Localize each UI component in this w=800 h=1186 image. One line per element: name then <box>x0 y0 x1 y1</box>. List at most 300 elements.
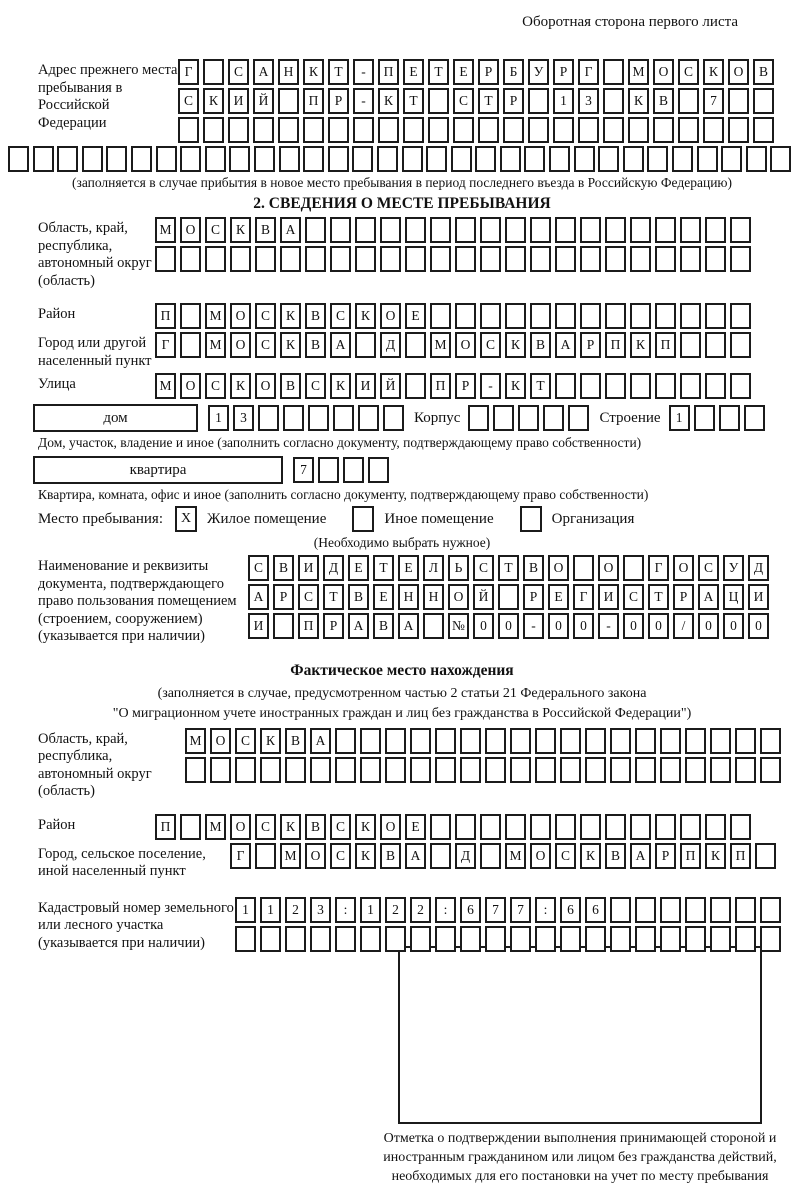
form-cell-empty[interactable] <box>524 146 545 172</box>
form-cell-filled[interactable]: 7 <box>510 897 531 923</box>
form-cell-filled[interactable]: Ц <box>723 584 744 610</box>
form-cell-empty[interactable] <box>660 926 681 952</box>
form-cell-empty[interactable] <box>278 117 299 143</box>
form-cell-filled[interactable]: Т <box>648 584 669 610</box>
form-cell-filled[interactable]: С <box>473 555 494 581</box>
form-cell-empty[interactable] <box>605 303 626 329</box>
form-cell-filled[interactable]: К <box>260 728 281 754</box>
form-cell-empty[interactable] <box>697 146 718 172</box>
form-cell-filled[interactable]: М <box>430 332 451 358</box>
form-cell-empty[interactable] <box>505 217 526 243</box>
form-cell-filled[interactable]: К <box>355 814 376 840</box>
form-cell-empty[interactable] <box>573 555 594 581</box>
form-cell-empty[interactable] <box>455 246 476 272</box>
form-cell-empty[interactable] <box>205 146 226 172</box>
form-cell-empty[interactable] <box>423 613 444 639</box>
form-cell-filled[interactable]: А <box>398 613 419 639</box>
form-cell-empty[interactable] <box>428 88 449 114</box>
form-cell-empty[interactable] <box>455 814 476 840</box>
form-cell-empty[interactable] <box>760 926 781 952</box>
form-cell-empty[interactable] <box>368 457 389 483</box>
form-cell-filled[interactable]: С <box>228 59 249 85</box>
form-cell-empty[interactable] <box>635 728 656 754</box>
form-cell-empty[interactable] <box>685 926 706 952</box>
form-cell-filled[interactable]: О <box>548 555 569 581</box>
form-cell-empty[interactable] <box>635 897 656 923</box>
form-cell-filled[interactable]: М <box>205 303 226 329</box>
form-cell-filled[interactable]: И <box>228 88 249 114</box>
form-cell-empty[interactable] <box>410 728 431 754</box>
form-cell-filled[interactable]: Е <box>405 303 426 329</box>
form-cell-empty[interactable] <box>285 926 306 952</box>
form-cell-filled[interactable]: Е <box>348 555 369 581</box>
form-cell-empty[interactable] <box>377 146 398 172</box>
form-cell-empty[interactable] <box>430 217 451 243</box>
form-cell-empty[interactable] <box>435 757 456 783</box>
form-cell-empty[interactable] <box>703 117 724 143</box>
form-cell-filled[interactable]: Д <box>323 555 344 581</box>
form-cell-empty[interactable] <box>685 757 706 783</box>
form-cell-filled[interactable]: 7 <box>485 897 506 923</box>
form-cell-filled[interactable]: М <box>505 843 526 869</box>
form-cell-filled[interactable]: О <box>448 584 469 610</box>
form-cell-filled[interactable]: К <box>303 59 324 85</box>
form-cell-empty[interactable] <box>528 88 549 114</box>
form-cell-empty[interactable] <box>378 117 399 143</box>
form-cell-filled[interactable]: К <box>705 843 726 869</box>
form-cell-empty[interactable] <box>705 303 726 329</box>
form-cell-filled[interactable]: 0 <box>623 613 644 639</box>
form-cell-empty[interactable] <box>360 926 381 952</box>
form-cell-empty[interactable] <box>680 217 701 243</box>
form-cell-empty[interactable] <box>333 405 354 431</box>
form-cell-empty[interactable] <box>705 373 726 399</box>
form-cell-empty[interactable] <box>335 926 356 952</box>
form-cell-filled[interactable]: П <box>680 843 701 869</box>
form-cell-empty[interactable] <box>760 897 781 923</box>
form-cell-filled[interactable]: А <box>310 728 331 754</box>
form-cell-empty[interactable] <box>680 332 701 358</box>
form-cell-empty[interactable] <box>403 117 424 143</box>
form-cell-filled[interactable]: Р <box>523 584 544 610</box>
form-cell-filled[interactable]: - <box>523 613 544 639</box>
checkbox-other-premises[interactable] <box>352 506 374 532</box>
form-cell-filled[interactable]: 1 <box>360 897 381 923</box>
form-cell-empty[interactable] <box>543 405 564 431</box>
form-cell-filled[interactable]: В <box>255 217 276 243</box>
form-cell-filled[interactable]: Т <box>403 88 424 114</box>
form-cell-filled[interactable]: Д <box>380 332 401 358</box>
form-cell-empty[interactable] <box>735 897 756 923</box>
form-cell-empty[interactable] <box>205 246 226 272</box>
form-cell-filled[interactable]: О <box>230 332 251 358</box>
form-cell-empty[interactable] <box>180 332 201 358</box>
form-cell-empty[interactable] <box>260 926 281 952</box>
form-cell-empty[interactable] <box>680 246 701 272</box>
form-cell-empty[interactable] <box>385 757 406 783</box>
form-cell-filled[interactable]: Й <box>253 88 274 114</box>
form-cell-empty[interactable] <box>535 757 556 783</box>
form-cell-filled[interactable]: К <box>280 332 301 358</box>
form-cell-empty[interactable] <box>655 303 676 329</box>
form-cell-filled[interactable]: - <box>480 373 501 399</box>
form-cell-empty[interactable] <box>330 246 351 272</box>
form-cell-filled[interactable]: 2 <box>385 897 406 923</box>
form-cell-filled[interactable]: К <box>355 303 376 329</box>
form-cell-filled[interactable]: 2 <box>285 897 306 923</box>
form-cell-empty[interactable] <box>210 757 231 783</box>
form-cell-empty[interactable] <box>580 246 601 272</box>
form-cell-empty[interactable] <box>530 246 551 272</box>
form-cell-empty[interactable] <box>730 246 751 272</box>
form-cell-empty[interactable] <box>485 728 506 754</box>
form-cell-empty[interactable] <box>678 117 699 143</box>
form-cell-filled[interactable]: 0 <box>573 613 594 639</box>
form-cell-empty[interactable] <box>283 405 304 431</box>
form-cell-filled[interactable]: А <box>348 613 369 639</box>
form-cell-empty[interactable] <box>510 926 531 952</box>
form-cell-empty[interactable] <box>560 926 581 952</box>
form-cell-filled[interactable]: К <box>355 843 376 869</box>
form-cell-empty[interactable] <box>735 757 756 783</box>
form-cell-empty[interactable] <box>630 246 651 272</box>
form-cell-filled[interactable]: А <box>405 843 426 869</box>
form-cell-filled[interactable]: 3 <box>578 88 599 114</box>
form-cell-empty[interactable] <box>553 117 574 143</box>
form-cell-filled[interactable]: Е <box>398 555 419 581</box>
form-cell-filled[interactable]: 0 <box>498 613 519 639</box>
form-cell-empty[interactable] <box>580 814 601 840</box>
form-cell-empty[interactable] <box>647 146 668 172</box>
form-cell-empty[interactable] <box>585 728 606 754</box>
form-cell-filled[interactable]: - <box>598 613 619 639</box>
form-cell-filled[interactable]: С <box>235 728 256 754</box>
form-cell-empty[interactable] <box>610 757 631 783</box>
form-cell-filled[interactable]: П <box>303 88 324 114</box>
form-cell-empty[interactable] <box>605 373 626 399</box>
form-cell-empty[interactable] <box>305 246 326 272</box>
form-cell-empty[interactable] <box>635 926 656 952</box>
form-cell-filled[interactable]: А <box>330 332 351 358</box>
form-cell-filled[interactable]: Н <box>423 584 444 610</box>
form-cell-filled[interactable]: С <box>255 303 276 329</box>
form-cell-empty[interactable] <box>623 555 644 581</box>
form-cell-filled[interactable]: С <box>555 843 576 869</box>
form-cell-empty[interactable] <box>685 897 706 923</box>
form-cell-filled[interactable]: М <box>205 332 226 358</box>
form-cell-filled[interactable]: Г <box>578 59 599 85</box>
form-cell-empty[interactable] <box>426 146 447 172</box>
form-cell-filled[interactable]: М <box>628 59 649 85</box>
form-cell-filled[interactable]: В <box>380 843 401 869</box>
form-cell-filled[interactable]: С <box>678 59 699 85</box>
form-cell-filled[interactable]: 7 <box>703 88 724 114</box>
form-cell-filled[interactable]: О <box>180 373 201 399</box>
form-cell-empty[interactable] <box>410 926 431 952</box>
form-cell-empty[interactable] <box>405 373 426 399</box>
form-cell-empty[interactable] <box>610 897 631 923</box>
form-cell-filled[interactable]: Р <box>323 613 344 639</box>
form-cell-empty[interactable] <box>335 728 356 754</box>
form-cell-empty[interactable] <box>280 246 301 272</box>
form-cell-filled[interactable]: : <box>435 897 456 923</box>
form-cell-filled[interactable]: № <box>448 613 469 639</box>
form-cell-filled[interactable]: / <box>673 613 694 639</box>
form-cell-empty[interactable] <box>328 146 349 172</box>
form-cell-filled[interactable]: И <box>598 584 619 610</box>
form-cell-filled[interactable]: Т <box>323 584 344 610</box>
form-cell-filled[interactable]: 6 <box>460 897 481 923</box>
form-cell-empty[interactable] <box>254 146 275 172</box>
form-cell-empty[interactable] <box>358 405 379 431</box>
form-cell-filled[interactable]: С <box>255 332 276 358</box>
form-cell-filled[interactable]: О <box>380 303 401 329</box>
form-cell-filled[interactable]: Е <box>453 59 474 85</box>
form-cell-empty[interactable] <box>229 146 250 172</box>
form-cell-empty[interactable] <box>480 217 501 243</box>
form-cell-empty[interactable] <box>585 926 606 952</box>
form-cell-filled[interactable]: Р <box>553 59 574 85</box>
form-cell-filled[interactable]: С <box>248 555 269 581</box>
form-cell-filled[interactable]: К <box>703 59 724 85</box>
form-cell-empty[interactable] <box>730 332 751 358</box>
form-cell-filled[interactable]: 6 <box>560 897 581 923</box>
form-cell-empty[interactable] <box>655 373 676 399</box>
form-cell-empty[interactable] <box>535 926 556 952</box>
form-cell-filled[interactable]: А <box>280 217 301 243</box>
form-cell-empty[interactable] <box>535 728 556 754</box>
form-cell-filled[interactable]: Р <box>655 843 676 869</box>
form-cell-empty[interactable] <box>710 728 731 754</box>
form-cell-filled[interactable]: И <box>248 613 269 639</box>
form-cell-filled[interactable]: 0 <box>648 613 669 639</box>
form-cell-empty[interactable] <box>180 303 201 329</box>
form-cell-filled[interactable]: 0 <box>723 613 744 639</box>
form-cell-filled[interactable]: К <box>230 217 251 243</box>
form-cell-empty[interactable] <box>568 405 589 431</box>
form-cell-filled[interactable]: А <box>555 332 576 358</box>
form-cell-empty[interactable] <box>310 757 331 783</box>
form-cell-empty[interactable] <box>258 405 279 431</box>
form-cell-empty[interactable] <box>660 728 681 754</box>
form-cell-filled[interactable]: В <box>753 59 774 85</box>
form-cell-filled[interactable]: У <box>528 59 549 85</box>
form-cell-filled[interactable]: В <box>280 373 301 399</box>
form-cell-empty[interactable] <box>305 217 326 243</box>
form-cell-empty[interactable] <box>555 373 576 399</box>
form-cell-filled[interactable]: О <box>230 303 251 329</box>
form-cell-empty[interactable] <box>253 117 274 143</box>
form-cell-filled[interactable]: Е <box>405 814 426 840</box>
form-cell-empty[interactable] <box>560 757 581 783</box>
form-cell-empty[interactable] <box>303 146 324 172</box>
form-cell-empty[interactable] <box>503 117 524 143</box>
form-cell-filled[interactable]: 0 <box>748 613 769 639</box>
form-cell-empty[interactable] <box>255 843 276 869</box>
form-cell-empty[interactable] <box>380 217 401 243</box>
form-cell-filled[interactable]: П <box>298 613 319 639</box>
form-cell-empty[interactable] <box>155 246 176 272</box>
form-cell-empty[interactable] <box>705 814 726 840</box>
form-cell-filled[interactable]: П <box>655 332 676 358</box>
form-cell-filled[interactable]: С <box>205 217 226 243</box>
form-cell-filled[interactable]: К <box>505 332 526 358</box>
form-cell-filled[interactable]: А <box>630 843 651 869</box>
form-cell-empty[interactable] <box>328 117 349 143</box>
form-cell-empty[interactable] <box>730 303 751 329</box>
form-cell-filled[interactable]: К <box>280 814 301 840</box>
form-cell-empty[interactable] <box>655 814 676 840</box>
form-cell-empty[interactable] <box>355 332 376 358</box>
form-cell-filled[interactable]: В <box>273 555 294 581</box>
form-cell-filled[interactable]: С <box>330 814 351 840</box>
form-cell-filled[interactable]: П <box>730 843 751 869</box>
form-cell-filled[interactable]: У <box>723 555 744 581</box>
form-cell-filled[interactable]: О <box>305 843 326 869</box>
form-cell-empty[interactable] <box>33 146 54 172</box>
form-cell-filled[interactable]: М <box>155 217 176 243</box>
form-cell-filled[interactable]: С <box>330 843 351 869</box>
form-cell-filled[interactable]: К <box>378 88 399 114</box>
form-cell-empty[interactable] <box>430 814 451 840</box>
form-cell-filled[interactable]: А <box>248 584 269 610</box>
form-cell-filled[interactable]: - <box>353 88 374 114</box>
form-cell-empty[interactable] <box>744 405 765 431</box>
form-cell-empty[interactable] <box>355 217 376 243</box>
form-cell-empty[interactable] <box>498 584 519 610</box>
form-cell-filled[interactable]: С <box>298 584 319 610</box>
form-cell-filled[interactable]: О <box>380 814 401 840</box>
form-cell-empty[interactable] <box>660 897 681 923</box>
form-cell-empty[interactable] <box>630 303 651 329</box>
form-cell-filled[interactable]: П <box>430 373 451 399</box>
form-cell-filled[interactable]: : <box>535 897 556 923</box>
form-cell-empty[interactable] <box>603 117 624 143</box>
form-cell-filled[interactable]: Й <box>380 373 401 399</box>
form-cell-empty[interactable] <box>735 926 756 952</box>
form-cell-filled[interactable]: Е <box>548 584 569 610</box>
form-cell-empty[interactable] <box>303 117 324 143</box>
form-cell-filled[interactable]: П <box>155 303 176 329</box>
form-cell-empty[interactable] <box>555 303 576 329</box>
form-cell-empty[interactable] <box>360 757 381 783</box>
form-cell-empty[interactable] <box>480 843 501 869</box>
form-cell-empty[interactable] <box>455 303 476 329</box>
form-cell-filled[interactable]: О <box>455 332 476 358</box>
form-cell-empty[interactable] <box>721 146 742 172</box>
form-cell-filled[interactable]: В <box>605 843 626 869</box>
checkbox-residential[interactable]: X <box>175 506 197 532</box>
form-cell-filled[interactable]: Р <box>455 373 476 399</box>
form-cell-filled[interactable]: И <box>748 584 769 610</box>
form-cell-empty[interactable] <box>585 757 606 783</box>
form-cell-filled[interactable]: А <box>698 584 719 610</box>
form-cell-empty[interactable] <box>405 217 426 243</box>
form-cell-empty[interactable] <box>605 217 626 243</box>
form-cell-empty[interactable] <box>555 217 576 243</box>
form-cell-filled[interactable]: В <box>305 332 326 358</box>
form-cell-filled[interactable]: К <box>280 303 301 329</box>
form-cell-empty[interactable] <box>694 405 715 431</box>
form-cell-filled[interactable]: Ь <box>448 555 469 581</box>
form-cell-empty[interactable] <box>405 332 426 358</box>
form-cell-empty[interactable] <box>435 728 456 754</box>
form-cell-empty[interactable] <box>480 246 501 272</box>
form-cell-empty[interactable] <box>628 117 649 143</box>
form-cell-filled[interactable]: К <box>628 88 649 114</box>
form-cell-empty[interactable] <box>578 117 599 143</box>
form-cell-filled[interactable]: С <box>453 88 474 114</box>
form-cell-empty[interactable] <box>623 146 644 172</box>
form-cell-filled[interactable]: Г <box>573 584 594 610</box>
form-cell-empty[interactable] <box>478 117 499 143</box>
form-cell-empty[interactable] <box>710 926 731 952</box>
form-cell-empty[interactable] <box>680 373 701 399</box>
form-cell-empty[interactable] <box>760 757 781 783</box>
form-cell-filled[interactable]: О <box>180 217 201 243</box>
form-cell-empty[interactable] <box>318 457 339 483</box>
form-cell-filled[interactable]: И <box>355 373 376 399</box>
form-cell-filled[interactable]: Т <box>373 555 394 581</box>
form-cell-filled[interactable]: Т <box>530 373 551 399</box>
form-cell-empty[interactable] <box>353 117 374 143</box>
form-cell-filled[interactable]: 1 <box>553 88 574 114</box>
form-cell-empty[interactable] <box>500 146 521 172</box>
form-cell-empty[interactable] <box>685 728 706 754</box>
form-cell-empty[interactable] <box>279 146 300 172</box>
form-cell-empty[interactable] <box>352 146 373 172</box>
form-cell-empty[interactable] <box>235 926 256 952</box>
form-cell-empty[interactable] <box>385 728 406 754</box>
form-cell-filled[interactable]: К <box>505 373 526 399</box>
form-cell-filled[interactable]: Д <box>748 555 769 581</box>
form-cell-empty[interactable] <box>518 405 539 431</box>
form-cell-filled[interactable]: М <box>155 373 176 399</box>
form-cell-empty[interactable] <box>402 146 423 172</box>
form-cell-filled[interactable]: Р <box>328 88 349 114</box>
form-cell-filled[interactable]: Н <box>398 584 419 610</box>
form-cell-filled[interactable]: Т <box>498 555 519 581</box>
form-cell-empty[interactable] <box>410 757 431 783</box>
form-cell-filled[interactable]: О <box>653 59 674 85</box>
form-cell-empty[interactable] <box>360 728 381 754</box>
form-cell-empty[interactable] <box>435 926 456 952</box>
form-cell-filled[interactable]: Т <box>428 59 449 85</box>
form-cell-empty[interactable] <box>630 814 651 840</box>
form-cell-filled[interactable]: К <box>203 88 224 114</box>
form-cell-empty[interactable] <box>278 88 299 114</box>
form-cell-filled[interactable]: С <box>623 584 644 610</box>
form-cell-empty[interactable] <box>755 843 776 869</box>
form-cell-empty[interactable] <box>468 405 489 431</box>
form-cell-filled[interactable]: 3 <box>310 897 331 923</box>
form-cell-empty[interactable] <box>475 146 496 172</box>
form-cell-filled[interactable]: С <box>205 373 226 399</box>
form-cell-empty[interactable] <box>505 814 526 840</box>
form-cell-empty[interactable] <box>308 405 329 431</box>
form-cell-filled[interactable]: Р <box>478 59 499 85</box>
form-cell-empty[interactable] <box>430 246 451 272</box>
form-cell-empty[interactable] <box>493 405 514 431</box>
checkbox-organization[interactable] <box>520 506 542 532</box>
form-cell-empty[interactable] <box>728 88 749 114</box>
form-cell-filled[interactable]: С <box>330 303 351 329</box>
form-cell-filled[interactable]: К <box>580 843 601 869</box>
form-cell-empty[interactable] <box>680 814 701 840</box>
form-cell-filled[interactable]: С <box>178 88 199 114</box>
form-cell-filled[interactable]: В <box>653 88 674 114</box>
form-cell-filled[interactable]: Н <box>278 59 299 85</box>
